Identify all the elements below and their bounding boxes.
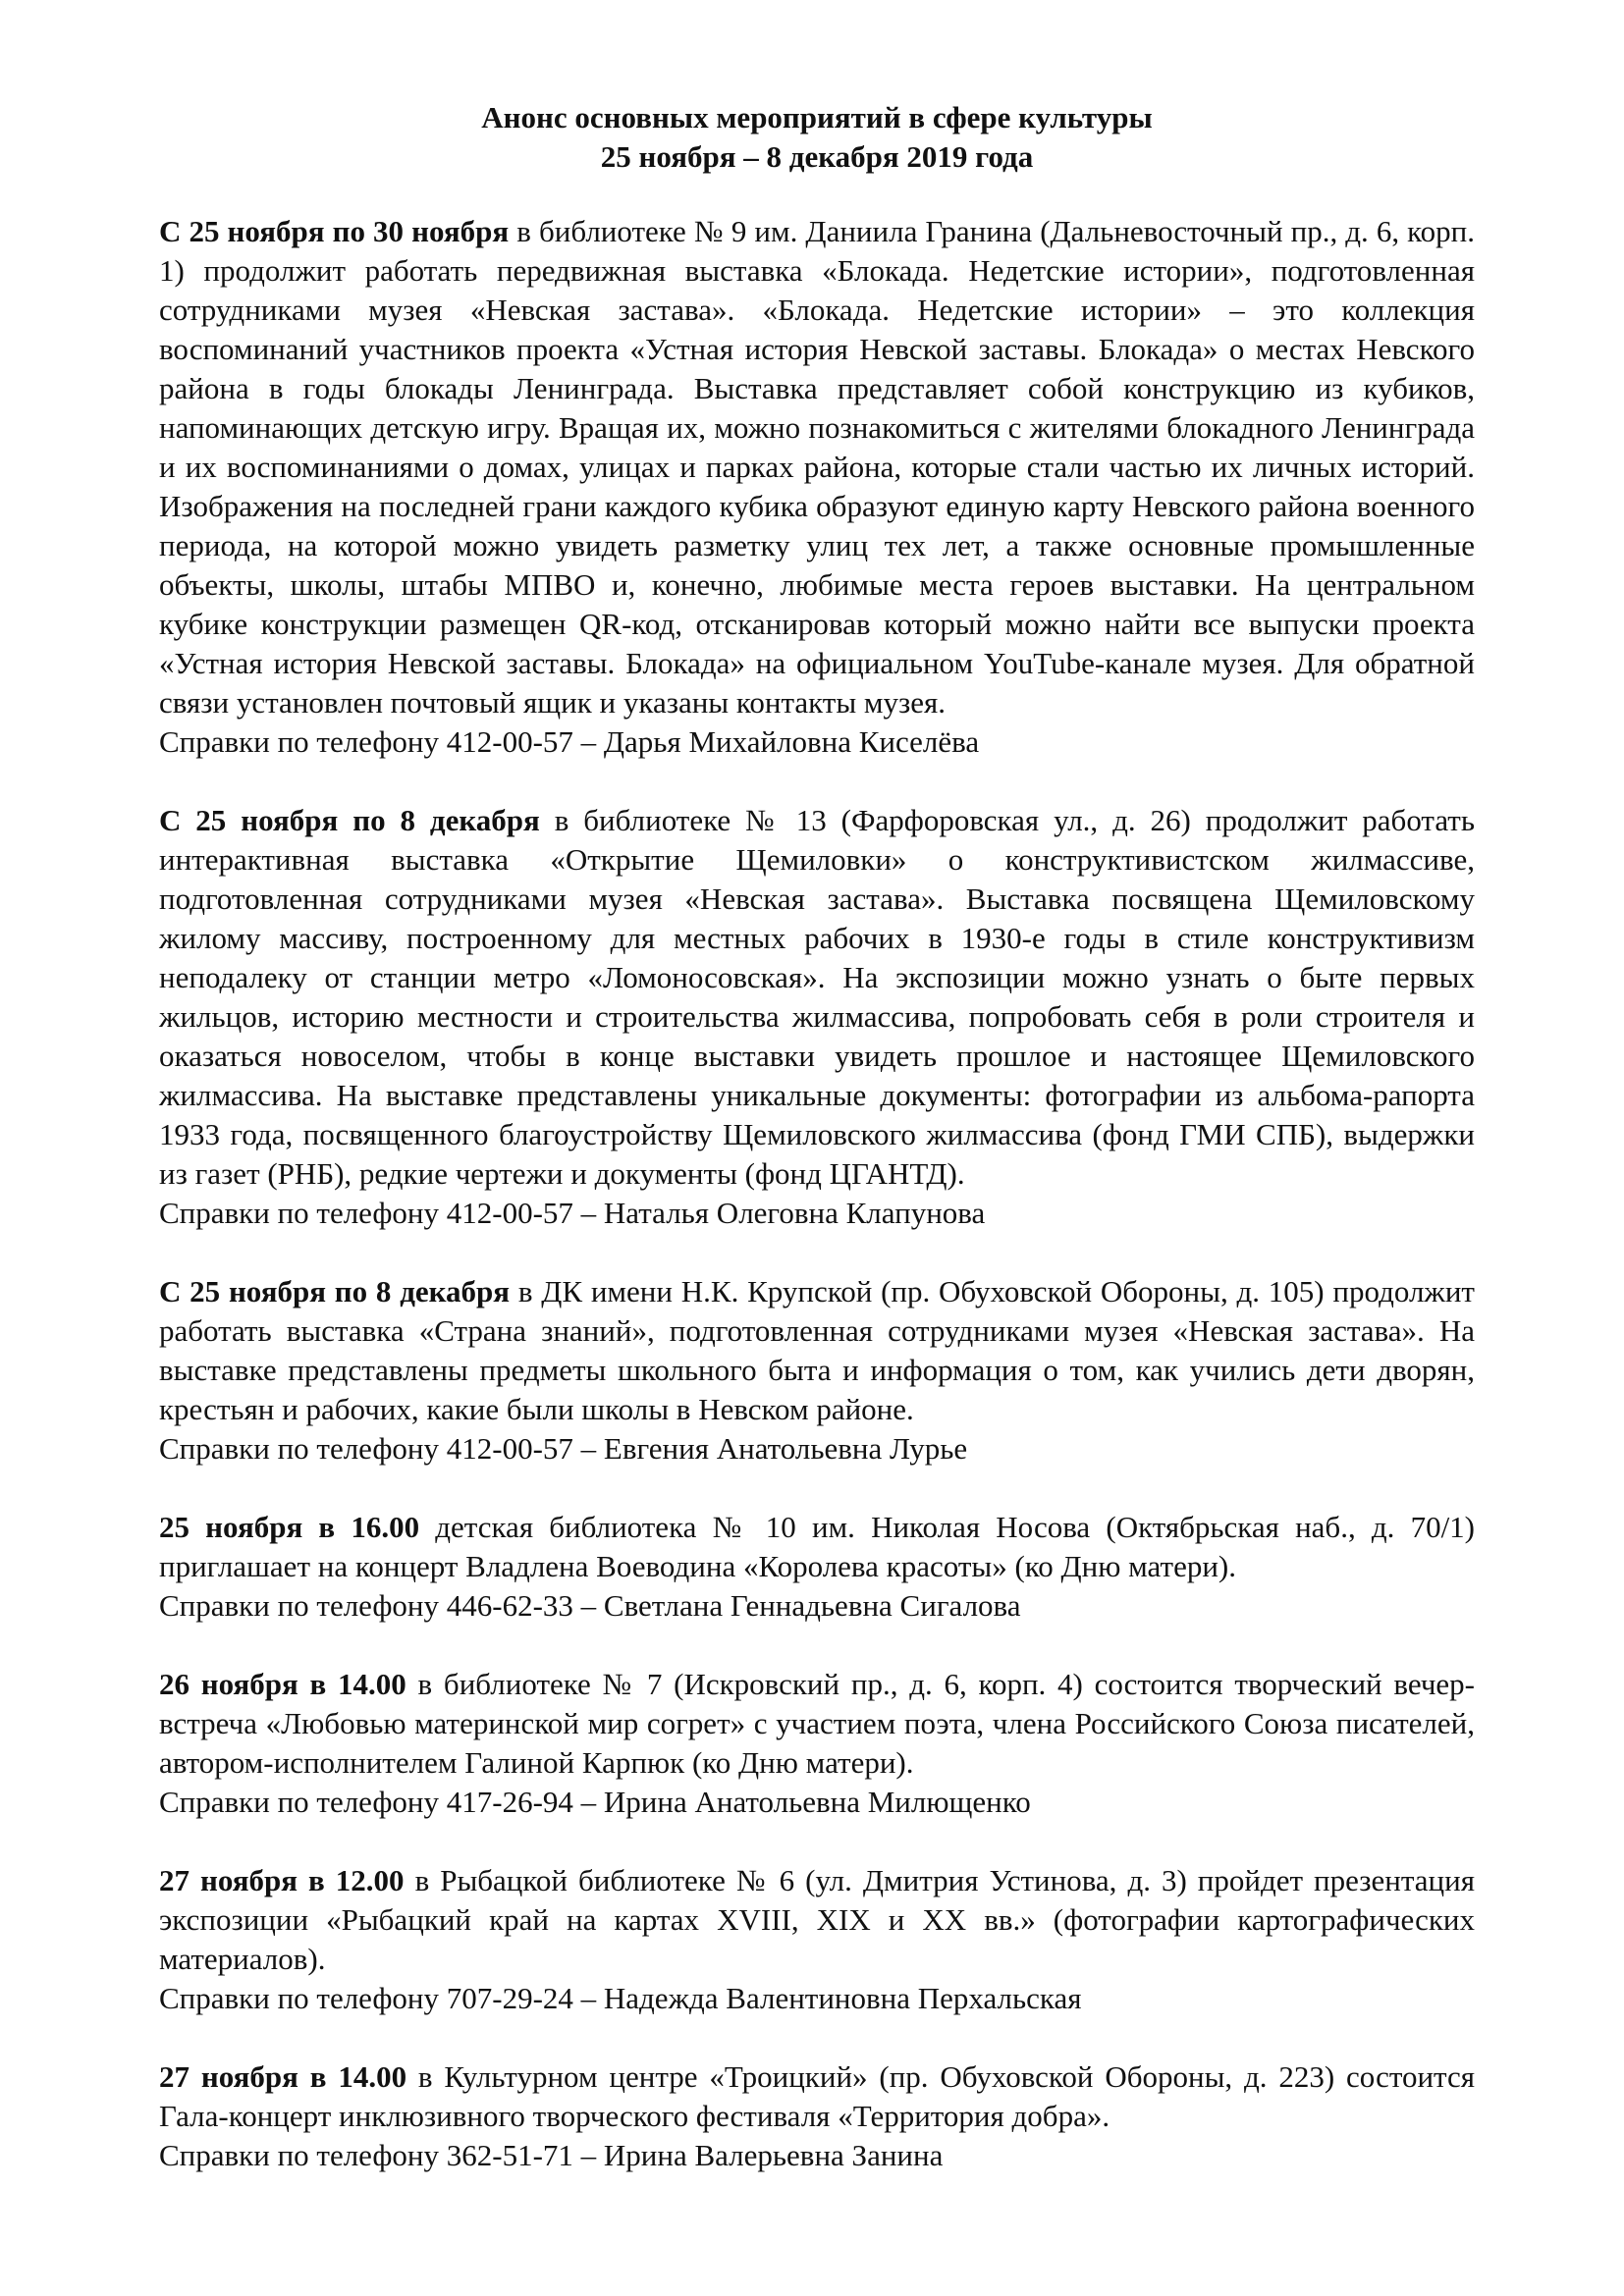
document-period: 25 ноября – 8 декабря 2019 года [600, 139, 1034, 174]
event-date: С 25 ноября по 8 декабря [159, 1274, 511, 1308]
event-text: в библиотеке № 7 (Искровский пр., д. 6, корп. 4) состоится творческий вечер-встреча «Любовью материнской мир согрет» с участием поэта, члена Российского Союза писателей, автором-исполнителем Галиной Карпюк (ко Дню матери). [159, 1667, 1476, 1780]
document-page [159, 98, 1475, 2215]
event-text: детская библиотека № 10 им. Николая Носова (Октябрьская наб., д. 70/1) приглашает на концерт Владлена Воеводина «Королева красоты» (ко Дню матери). [159, 1510, 1476, 1583]
event-contact: Справки по телефону 446-62-33 – Светлана Геннадьевна Сигалова [159, 1588, 1021, 1623]
event-contact: Справки по телефону 417-26-94 – Ирина Анатольевна Милющенко [159, 1785, 1031, 1819]
event-contact: Справки по телефону 412-00-57 – Наталья Олеговна Клапунова [159, 1196, 986, 1230]
document-title: Анонс основных мероприятий в сфере культуры [481, 100, 1153, 134]
event-item [159, 212, 1475, 762]
event-text: в Рыбацкой библиотеке № 6 (ул. Дмитрия Устинова, д. 3) пройдет презентация экспозиции «Рыбацкий край на картах XVIII, XIX и XX вв.» (фотографии картографических материалов). [159, 1863, 1475, 1976]
event-text: в ДК имени Н.К. Крупской (пр. Обуховской Обороны, д. 105) продолжит работать выставка «Страна знаний», подготовленная сотрудниками музея «Невская застава». На выставке представлены предметы школьного быта и информация о том, как учились дети дворян, крестьян и рабочих, какие были школы в Невском районе. [159, 1274, 1475, 1426]
event-item [159, 1665, 1475, 1822]
event-text: в Культурном центре «Троицкий» (пр. Обуховской Обороны, д. 223) состоится Гала-концерт инклюзивного творческого фестиваля «Территория добра». [159, 2059, 1475, 2133]
event-description [159, 1508, 1475, 1586]
event-contact: Справки по телефону 412-00-57 – Дарья Михайловна Киселёва [159, 724, 980, 759]
event-description [159, 212, 1475, 722]
event-date: 26 ноября в 14.00 [159, 1667, 406, 1701]
event-date: 27 ноября в 14.00 [159, 2059, 407, 2094]
event-text: в библиотеке № 13 (Фарфоровская ул., д. 26) продолжит работать интерактивная выставка «Открытие Щемиловки» о конструктивистском жилмассиве, подготовленная сотрудниками музея «Невская застава». Выставка посвящена Щемиловскому жилому массиву, построенному для местных рабочих в 1930-е годы в стиле конструктивизм неподалеку от станции метро «Ломоносовская». На экспозиции можно узнать о быте первых жильцов, историю местности и строительства жилмассива, попробовать себя в роли строителя и оказаться новоселом, чтобы в конце выставки увидеть прошлое и настоящее Щемиловского жилмассива. На выставке представлены уникальные документы: фотографии из альбома-рапорта 1933 года, посвященного благоустройству Щемиловского жилмассива (фонд ГМИ СПБ), выдержки из газет (РНБ), редкие чертежи и документы (фонд ЦГАНТД). [159, 803, 1475, 1191]
event-contact: Справки по телефону 707-29-24 – Надежда Валентиновна Перхальская [159, 1981, 1082, 2015]
event-description [159, 1272, 1475, 1429]
event-date: 25 ноября в 16.00 [159, 1510, 420, 1544]
event-item [159, 1508, 1475, 1626]
event-contact: Справки по телефону 362-51-71 – Ирина Валерьевна Занина [159, 2138, 944, 2172]
event-date: С 25 ноября по 8 декабря [159, 803, 540, 837]
event-description [159, 2057, 1475, 2136]
event-item [159, 2057, 1475, 2175]
event-item [159, 801, 1475, 1233]
event-text: в библиотеке № 9 им. Даниила Гранина (Дальневосточный пр., д. 6, корп. 1) продолжит работать передвижная выставка «Блокада. Недетские истории», подготовленная сотрудниками музея «Невская застава». «Блокада. Недетские истории» – это коллекция воспоминаний участников проекта «Устная история Невской заставы. Блокада» о местах Невского района в годы блокады Ленинграда. Выставка представляет собой конструкцию из кубиков, напоминающих детскую игру. Вращая их, можно познакомиться с жителями блокадного Ленинграда и их воспоминаниями о домах, улицах и парках района, которые стали частью их личных историй. Изображения на последней грани каждого кубика образуют единую карту Невского района военного периода, на которой можно увидеть разметку улиц тех лет, а также основные промышленные объекты, школы, штабы МПВО и, конечно, любимые места героев выставки. На центральном кубике конструкции размещен QR-код, отсканировав который можно найти все выпуски проекта «Устная история Невской заставы. Блокада» на официальном YouTube-канале музея. Для обратной связи установлен почтовый ящик и указаны контакты музея. [159, 214, 1476, 720]
event-description [159, 1665, 1475, 1783]
event-contact: Справки по телефону 412-00-57 – Евгения Анатольевна Лурье [159, 1431, 968, 1466]
event-item [159, 1861, 1475, 2018]
event-item [159, 1272, 1475, 1468]
event-description [159, 801, 1475, 1194]
event-description [159, 1861, 1475, 1979]
event-date: 27 ноября в 12.00 [159, 1863, 405, 1897]
document-header [159, 98, 1475, 177]
event-date: С 25 ноября по 30 ноября [159, 214, 510, 248]
